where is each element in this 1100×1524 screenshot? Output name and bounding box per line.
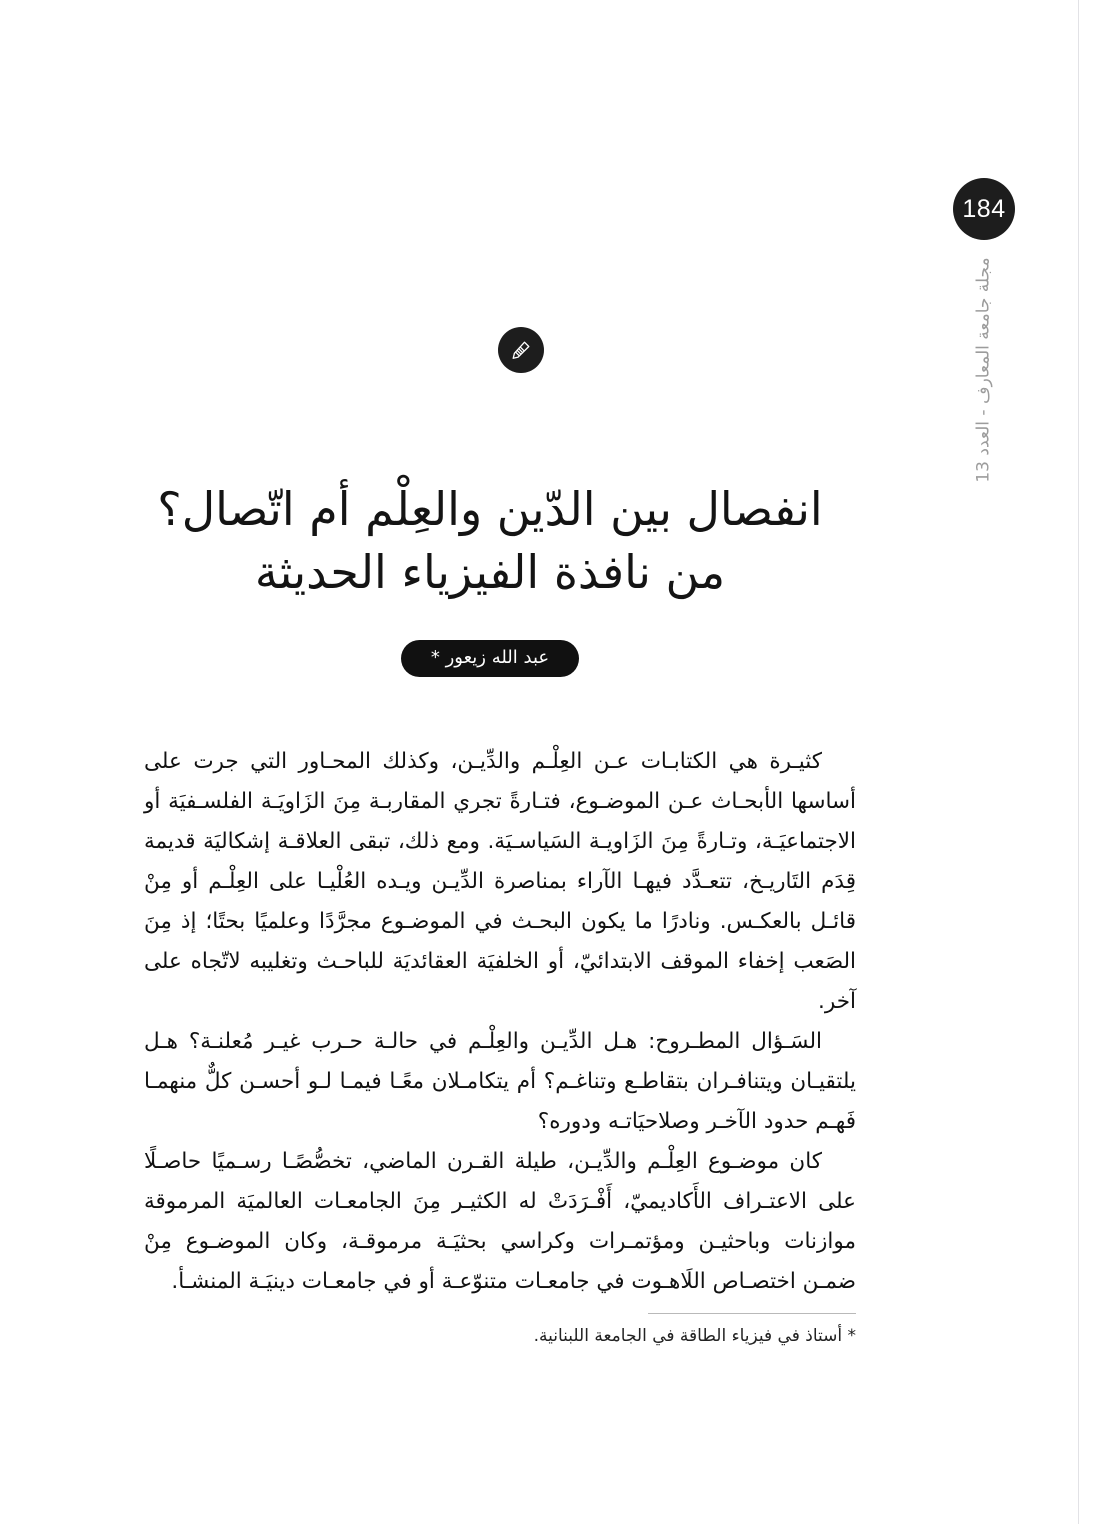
body-paragraph: كان موضـوع العِلْـم والدِّيـن، طيلة القـرن الماضي، تخصُّصًـا رسـميًا حاصـلًا على الاعتـراف الأَكاديميّ، أَفْـرَدَتْ له الكثيـر مِنَ الجامعـات العالميَة المرموقة موازنات وباحثيـن ومؤتمـرات وكراسي بحثيَـة مرموقـة، وكان الموضـوع مِنْ ضمـن اختصـاص اللَاهـوت في جامعـات متنوّعـة أو في جامعـات دينيَـة المنشـأ. [144, 1149, 856, 1294]
article-body [144, 742, 856, 1302]
article-title-line-1: انفصال بين الدّين والعِلْم أم اتّصال؟ [157, 482, 823, 536]
running-head [964, 250, 1004, 510]
pencil-emblem [498, 327, 544, 373]
article-title [120, 478, 860, 605]
body-paragraph: كثيـرة هي الكتابـات عـن العِلْـم والدِّيـن، وكذلك المحـاور التي جرت على أساسها الأبحـاث عـن الموضـوع، فتـارةً تجري المقاربـة مِنَ الزَاويَـة الفلسـفيَة أو الاجتماعيَـة، وتـارةً مِنَ الزَاويـة السَياسـيَة. ومع ذلك، تبقى العلاقـة إشكاليَة قديمة قِدَم التَاريـخ، تتعـدَّد فيهـا الآراء بمناصرة الدِّيـن ويـده العُلْيـا على العِلْـم أو مِنْ قائـل بالعكـس. ونادرًا ما يكون البحـث في الموضـوع مجرَّدًا وعلميًا بحتًا؛ إذ مِنَ الصَعب إخفاء الموقف الابتدائيّ، أو الخلفيَة العقائديَة للباحـث وتغليبه لاتّجاه على آخر. [144, 749, 856, 1014]
author-name-badge: عبد الله زيعور * [401, 640, 579, 677]
page-number-badge [953, 178, 1015, 240]
page-number-label: 184 [962, 194, 1006, 223]
body-paragraph: السَـؤال المطـروح: هـل الدِّيـن والعِلْـم في حالـة حـرب غيـر مُعلنـة؟ هـل يلتقيـان ويتنافـران بتقاطـع وتناغـم؟ أم يتكامـلان معًـا فيمـا لـو أحسـن كلٌّ منهمـا فَهـم حدود الآخـر وصلاحيَاتـه ودوره؟ [144, 1029, 856, 1134]
footnote-separator [648, 1313, 856, 1314]
page-edge-rule [1078, 0, 1079, 1524]
running-head-label: مجلة جامعة المعارف - العدد 13 [974, 257, 994, 483]
footnote-text: * أستاذ في فيزياء الطاقة في الجامعة اللبنانية. [533, 1326, 856, 1346]
pencil-icon [509, 338, 533, 362]
article-title-line-2: من نافذة الفيزياء الحديثة [254, 545, 726, 600]
author-byline [120, 640, 860, 677]
